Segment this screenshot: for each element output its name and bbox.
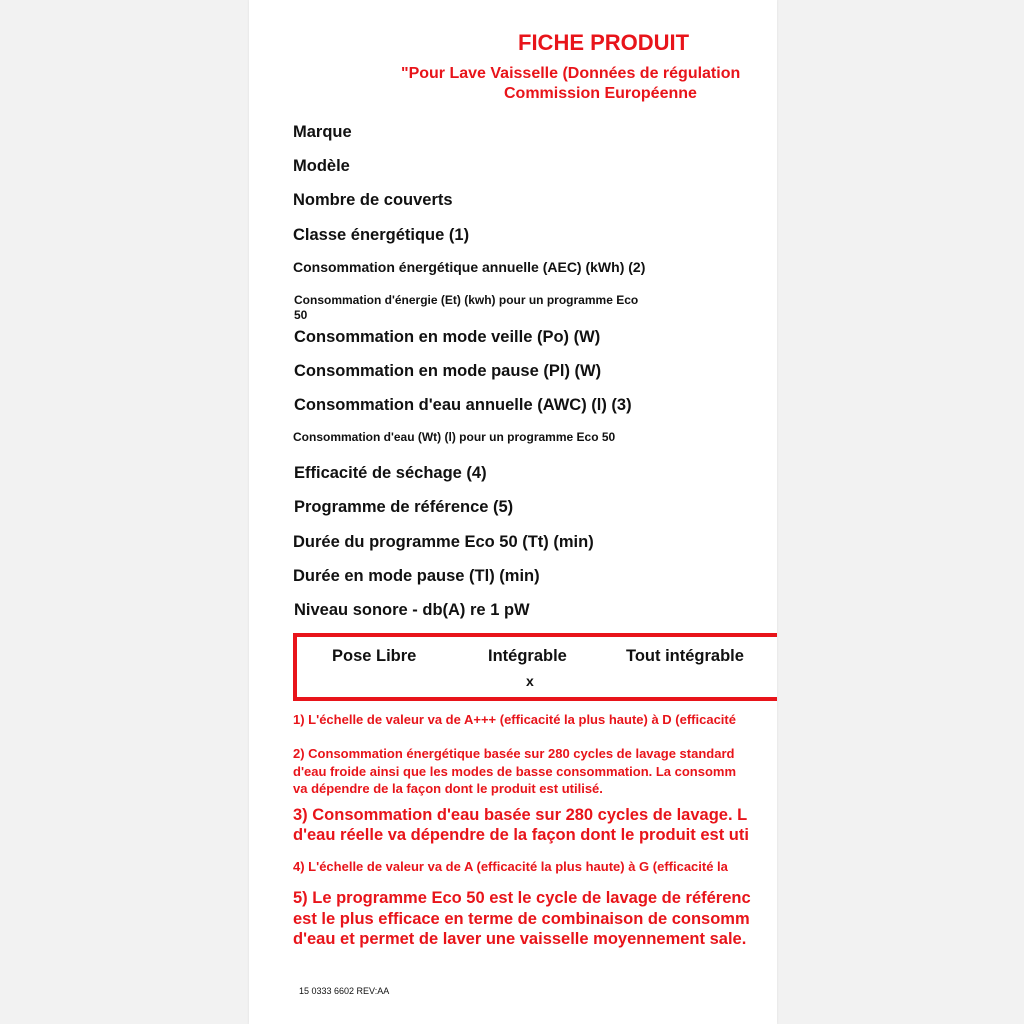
selected-mark: x xyxy=(526,673,534,689)
option-pose-libre: Pose Libre xyxy=(332,647,417,665)
subtitle-line-1: "Pour Lave Vaisselle (Données de régulation xyxy=(401,65,741,82)
field-mode-veille: Consommation en mode veille (Po) (W) xyxy=(294,328,601,346)
footnote-2-line-1: 2) Consommation énergétique basée sur 280 cycles de lavage standard xyxy=(293,746,735,761)
field-duree-pause: Durée en mode pause (Tl) (min) xyxy=(293,567,540,585)
product-sheet xyxy=(249,0,777,1024)
footnote-5-line-3: d'eau et permet de laver une vaisselle moyennement sale. xyxy=(293,930,747,948)
subtitle-line-2: Commission Européenne xyxy=(504,85,697,102)
field-wt: Consommation d'eau (Wt) (l) pour un programme Eco 50 xyxy=(293,430,616,444)
footnote-2-line-2: d'eau froide ainsi que les modes de basse consommation. La consomm xyxy=(293,764,737,779)
option-integrable: Intégrable xyxy=(488,647,567,665)
footnote-5-line-1: 5) Le programme Eco 50 est le cycle de lavage de référenc xyxy=(293,889,751,907)
field-et: Consommation d'énergie (Et) (kwh) pour un programme Eco xyxy=(294,293,639,307)
field-marque: Marque xyxy=(293,123,352,141)
field-efficacite-sechage: Efficacité de séchage (4) xyxy=(294,464,487,482)
document-reference: 15 0333 6602 REV:AA xyxy=(299,986,390,996)
field-modele: Modèle xyxy=(293,157,350,175)
field-classe-energetique: Classe énergétique (1) xyxy=(293,226,470,244)
field-et-cont: 50 xyxy=(294,308,308,322)
footnote-3-line-1: 3) Consommation d'eau basée sur 280 cycles de lavage. L xyxy=(293,806,748,824)
field-mode-pause: Consommation en mode pause (Pl) (W) xyxy=(294,362,602,380)
footnote-5-line-2: est le plus efficace en terme de combinaison de consomm xyxy=(293,910,750,928)
option-tout-integrable: Tout intégrable xyxy=(626,647,744,665)
footnote-2-line-3: va dépendre de la façon dont le produit est utilisé. xyxy=(293,781,603,796)
field-aec: Consommation énergétique annuelle (AEC) (kWh) (2) xyxy=(293,259,646,275)
field-niveau-sonore: Niveau sonore - db(A) re 1 pW xyxy=(294,601,530,619)
field-nombre-couverts: Nombre de couverts xyxy=(293,191,453,209)
footnote-1: 1) L'échelle de valeur va de A+++ (efficacité la plus haute) à D (efficacité xyxy=(293,712,736,727)
page-title: FICHE PRODUIT xyxy=(518,30,690,55)
footnote-4: 4) L'échelle de valeur va de A (efficacité la plus haute) à G (efficacité la xyxy=(293,859,728,874)
field-duree-programme: Durée du programme Eco 50 (Tt) (min) xyxy=(293,533,594,551)
field-awc: Consommation d'eau annuelle (AWC) (l) (3) xyxy=(294,396,632,414)
field-programme-reference: Programme de référence (5) xyxy=(294,498,514,516)
installation-type-box xyxy=(293,633,777,701)
footnote-3-line-2: d'eau réelle va dépendre de la façon dont le produit est uti xyxy=(293,826,749,844)
